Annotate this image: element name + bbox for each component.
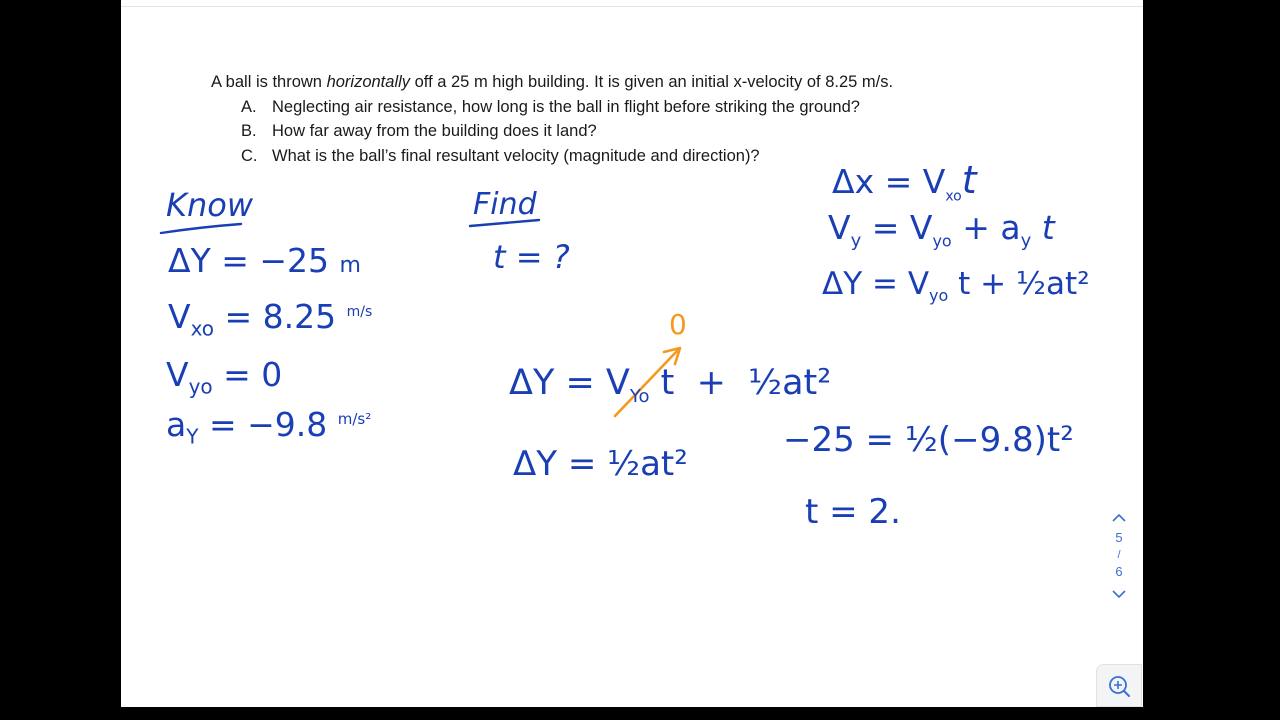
zoom-button[interactable]	[1096, 664, 1142, 707]
know-underline	[161, 224, 241, 233]
know-vy0: $V_{yo} = 0$	[166, 355, 283, 399]
find-heading: Find	[473, 187, 537, 222]
find-t: t = ?	[493, 238, 570, 276]
zoom-in-icon	[1097, 665, 1143, 707]
question-b: B. How far away from the building does it land?	[241, 122, 597, 140]
document-page	[121, 0, 1143, 707]
question-c: C. What is the ball’s final resultant velocity (magnitude and direction)?	[241, 146, 760, 165]
work-line-3: −25 = ½(−9.8)t²	[783, 420, 1074, 460]
work-line-4: t = 2.	[805, 492, 901, 532]
total-pages: 6	[1115, 564, 1123, 579]
page-separator: /	[1117, 549, 1121, 561]
page-up-button[interactable]	[1096, 505, 1142, 529]
current-page: 5	[1115, 530, 1123, 545]
zero-annotation: 0	[669, 308, 687, 341]
page-navigator	[1096, 505, 1142, 635]
know-delta-y: ΔY = −25 m	[168, 241, 361, 280]
page-down-button[interactable]	[1096, 581, 1142, 605]
know-ay: $a_Y = -9.8$ $^{m/s^2}$	[166, 405, 372, 449]
equation-vy: $V_y = V_{yo} + a_y$ t	[828, 208, 1055, 252]
equation-delta-y: $\Delta Y = V_{yo}$ t + ½at²	[822, 266, 1090, 306]
problem-intro: A ball is thrown horizontally off a 25 m high building. It is given an initial x-velocity of 8.25 m/s.	[211, 73, 894, 91]
chevron-up-icon	[1111, 510, 1127, 526]
chevron-down-icon	[1111, 586, 1127, 602]
know-heading: Know	[166, 186, 254, 224]
equation-delta-x: $\Delta x = V_{xo}t$	[832, 158, 977, 205]
ink-strokes	[121, 0, 1143, 707]
question-a: A. Neglecting air resistance, how long is the ball in flight before striking the ground?	[241, 97, 860, 116]
work-line-2: ΔY = ½at²	[513, 444, 688, 484]
know-vx0: $V_{xo} = 8.25$ $^{m/s}$	[168, 297, 373, 341]
work-line-1: $\Delta Y = V_{Yo}$ t + ½at²	[509, 363, 832, 407]
